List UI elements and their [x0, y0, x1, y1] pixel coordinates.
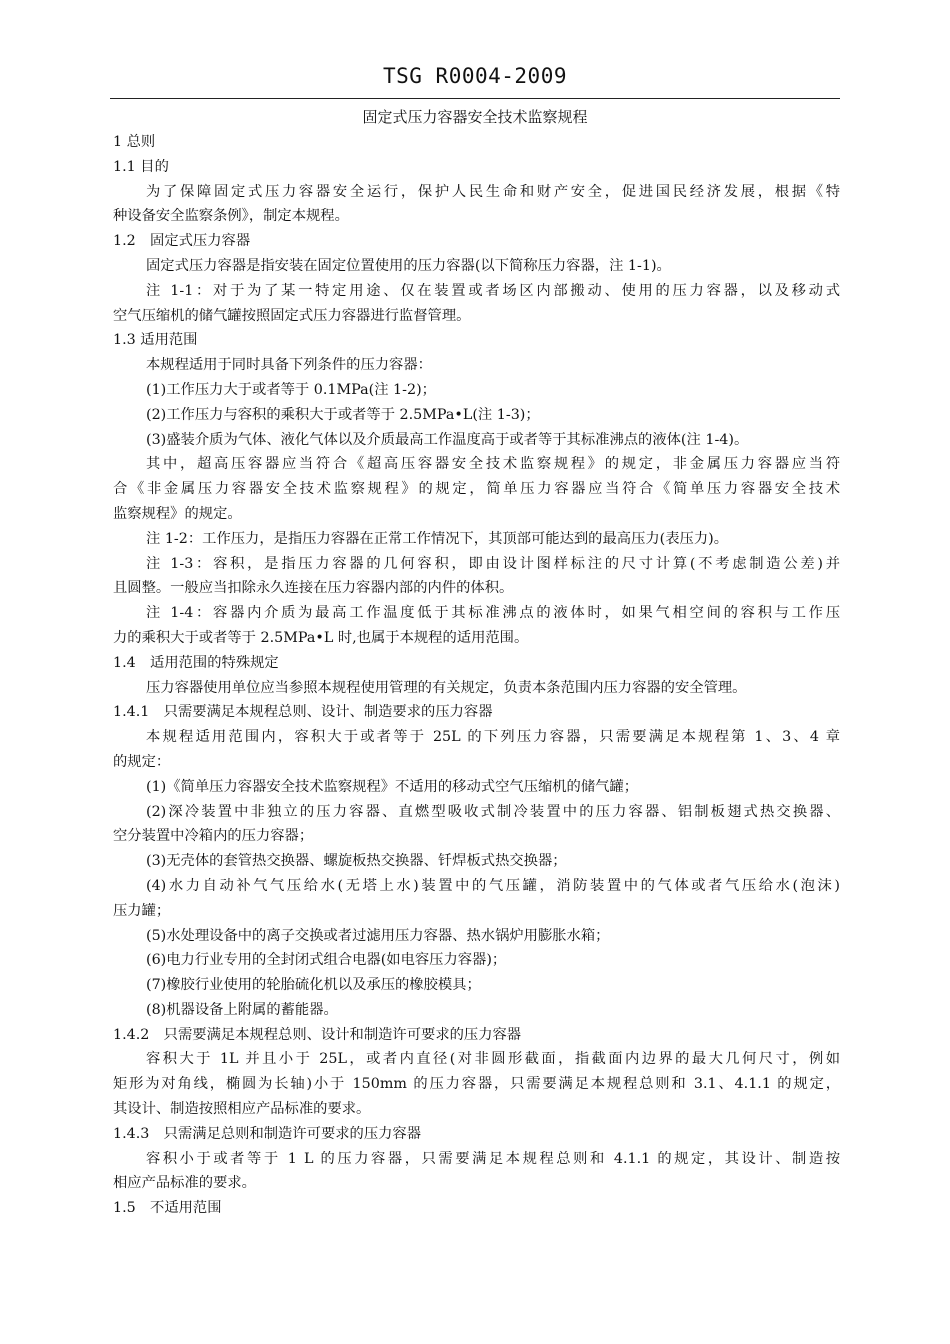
list-item: (1)工作压力大于或者等于 0.1MPa(注 1-2)；	[146, 381, 436, 398]
section-heading: 1.4.2 只需要满足本规程总则、设计和制造许可要求的压力容器	[113, 1026, 522, 1043]
document-code: TSG R0004-2009	[382, 64, 567, 88]
paragraph-line: 为了保障固定式压力容器安全运行，保护人民生命和财产安全，促进国民经济发展，根据《特	[146, 183, 840, 200]
section-heading: 1.4.3 只需满足总则和制造许可要求的压力容器	[113, 1125, 422, 1142]
list-item: (2)深冷装置中非独立的压力容器、直燃型吸收式制冷装置中的压力容器、铝制板翅式热交换器、	[146, 803, 840, 820]
list-item: (3)无壳体的套管热交换器、螺旋板热交换器、钎焊板式热交换器；	[146, 853, 567, 870]
list-item: (5)水处理设备中的离子交换或者过滤用压力容器、热水锅炉用膨胀水箱；	[146, 927, 610, 944]
note-line: 注 1-2：工作压力，是指压力容器在正常工作情况下，其顶部可能达到的最高压力(表压力)。	[146, 530, 729, 547]
paragraph-line: 其中，超高压容器应当符合《超高压容器安全技术监察规程》的规定，非金属压力容器应当符	[146, 456, 840, 473]
paragraph-line: 其设计、制造按照相应产品标准的要求。	[113, 1101, 371, 1118]
section-heading: 1.1 目的	[113, 158, 169, 175]
section-heading: 1.4.1 只需要满足本规程总则、设计、制造要求的压力容器	[113, 704, 493, 721]
paragraph-line: 本规程适用范围内，容积大于或者等于 25L 的下列压力容器，只需要满足本规程第 1、3、4 章	[146, 729, 840, 746]
paragraph-line: 相应产品标准的要求。	[113, 1175, 256, 1192]
paragraph-line: 合《非金属压力容器安全技术监察规程》的规定，简单压力容器应当符合《简单压力容器安全技术	[113, 481, 840, 498]
note-line: 注 1-4：容器内介质为最高工作温度低于其标准沸点的液体时，如果气相空间的容积与工作压	[146, 605, 840, 622]
paragraph-line: 容积大于 1L 并且小于 25L，或者内直径(对非圆形截面，指截面内边界的最大几何尺寸，例如	[146, 1051, 840, 1068]
list-item: (1)《简单压力容器安全技术监察规程》不适用的移动式空气压缩机的储气罐；	[146, 778, 639, 795]
note-line: 力的乘积大于或者等于 2.5MPa•L 时,也属于本规程的适用范围。	[113, 629, 529, 646]
note-line: 注 1-1：对于为了某一特定用途、仅在装置或者场区内部搬动、使用的压力容器，以及移动式	[146, 282, 840, 299]
list-item: (7)橡胶行业使用的轮胎硫化机以及承压的橡胶模具；	[146, 977, 481, 994]
section-heading: 1.5 不适用范围	[113, 1200, 222, 1217]
document-body	[113, 130, 840, 1221]
paragraph-line: 压力容器使用单位应当参照本规程使用管理的有关规定，负责本条范围内压力容器的安全管理。	[146, 679, 747, 696]
list-item: (8)机器设备上附属的蓄能器。	[146, 1001, 338, 1018]
list-item: (2)工作压力与容积的乘积大于或者等于 2.5MPa•L(注 1-3)；	[146, 406, 540, 423]
note-line: 注 1-3：容积，是指压力容器的几何容积，即由设计图样标注的尺寸计算(不考虑制造公差)并	[146, 555, 840, 572]
paragraph-line: 本规程适用于同时具备下列条件的压力容器：	[146, 357, 432, 374]
paragraph-line: 的规定：	[113, 753, 171, 770]
note-line: 空气压缩机的储气罐按照固定式压力容器进行监督管理。	[113, 307, 471, 324]
paragraph-line: 容积小于或者等于 1 L 的压力容器，只需要满足本规程总则和 4.1.1 的规定，其设计、制造按	[146, 1150, 840, 1167]
list-item: (4)水力自动补气气压给水(无塔上水)装置中的气压罐，消防装置中的气体或者气压给水(泡沫)	[146, 877, 840, 894]
paragraph-line: 固定式压力容器是指安装在固定位置使用的压力容器(以下简称压力容器，注 1-1)。	[146, 257, 671, 274]
document-title: 固定式压力容器安全技术监察规程	[362, 108, 588, 126]
paragraph-line: 监察规程》的规定。	[113, 505, 242, 522]
paragraph-line: 矩形为对角线，椭圆为长轴)小于 150mm 的压力容器，只需要满足本规程总则和 3.1、4.1.1 的规定，	[113, 1076, 840, 1093]
section-heading: 1.2 固定式压力容器	[113, 233, 251, 250]
section-heading: 1.3 适用范围	[113, 332, 198, 349]
list-item: 空分装置中冷箱内的压力容器；	[113, 828, 314, 845]
note-line: 且圆整。一般应当扣除永久连接在压力容器内部的内件的体积。	[113, 580, 514, 597]
section-heading: 1.4 适用范围的特殊规定	[113, 654, 279, 671]
section-heading: 1 总则	[113, 134, 156, 150]
header-rule	[110, 98, 840, 99]
list-item: 压力罐；	[113, 902, 171, 919]
paragraph-line: 种设备安全监察条例》，制定本规程。	[113, 208, 349, 225]
list-item: (6)电力行业专用的全封闭式组合电器(如电容压力容器)；	[146, 952, 507, 969]
list-item: (3)盛装介质为气体、液化气体以及介质最高工作温度高于或者等于其标准沸点的液体(注 1-4)。	[146, 431, 749, 448]
